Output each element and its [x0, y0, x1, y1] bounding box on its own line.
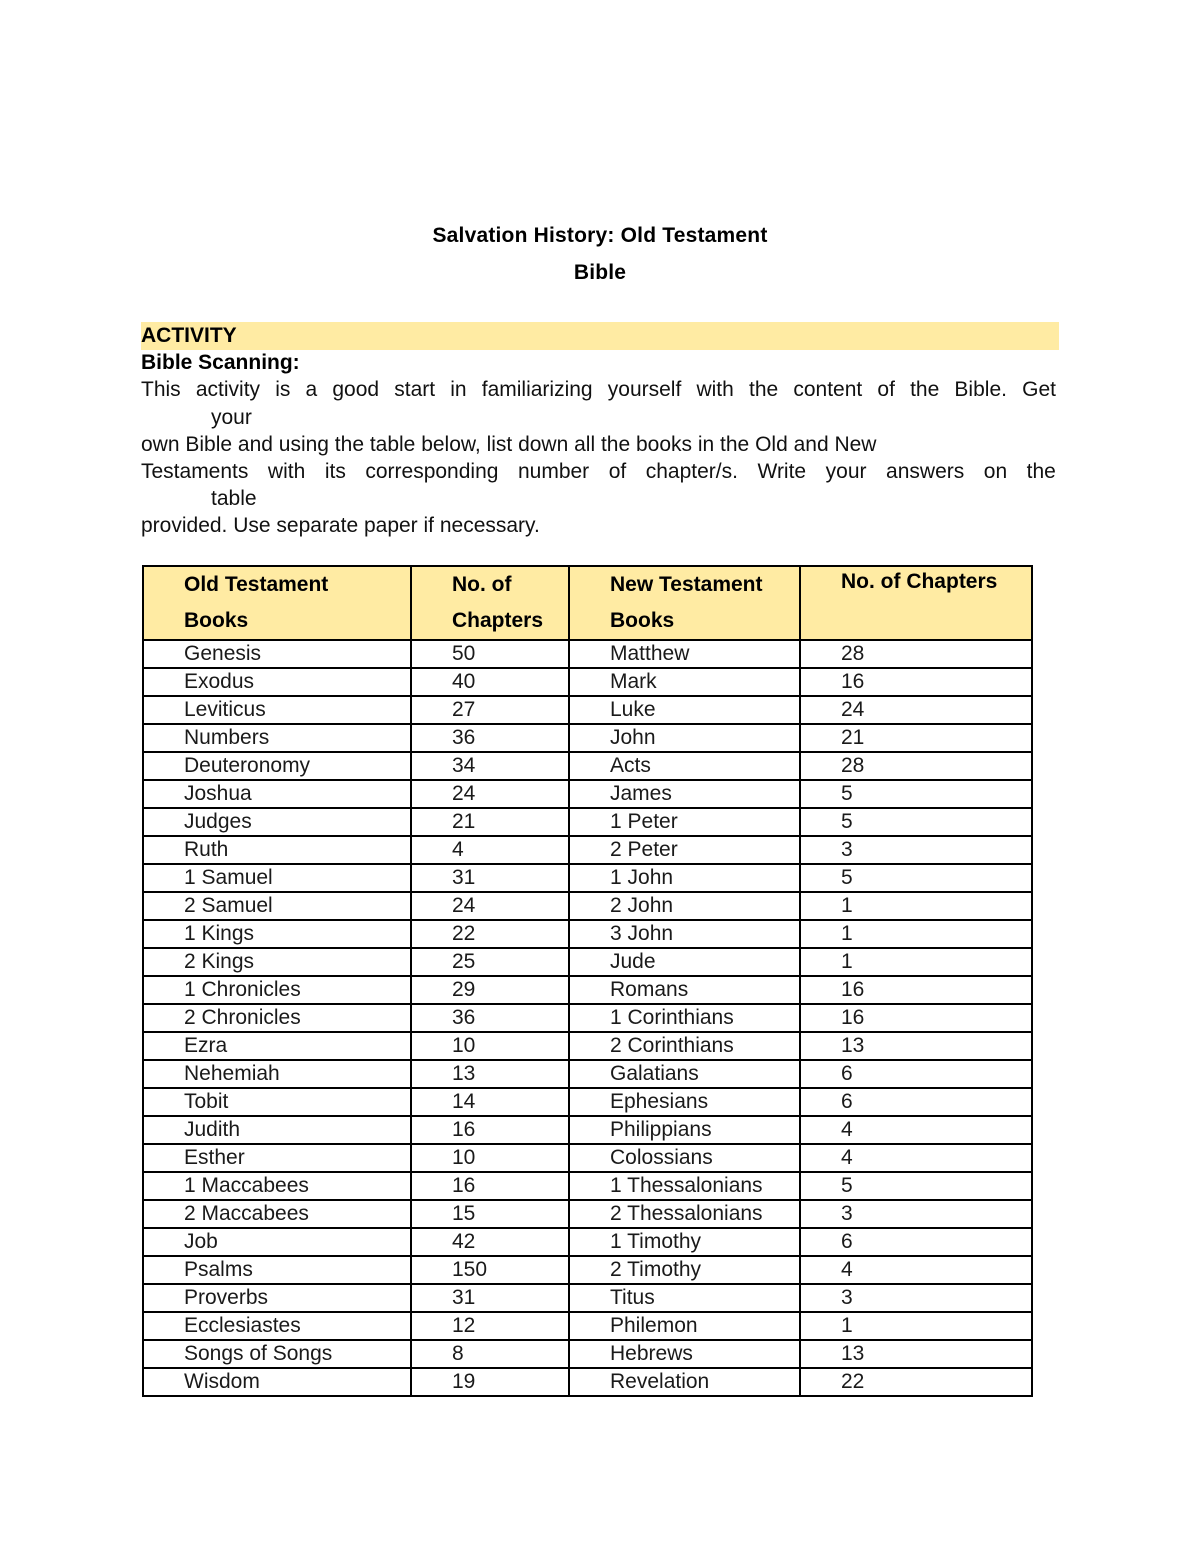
nt-book-cell: Jude	[569, 948, 800, 976]
nt-book-cell: Hebrews	[569, 1340, 800, 1368]
table-row	[143, 976, 1032, 1004]
nt-book-cell: Philemon	[569, 1312, 800, 1340]
activity-highlight-band	[141, 322, 1059, 350]
nt-chapters-cell: 13	[800, 1340, 1032, 1368]
nt-chapters-cell: 16	[800, 668, 1032, 696]
instruction-word: its	[324, 460, 346, 483]
table-row	[143, 808, 1032, 836]
nt-book-cell: James	[569, 780, 800, 808]
books-table	[142, 565, 1033, 1397]
ot-book-cell: Deuteronomy	[143, 752, 411, 780]
nt-book-cell: Philippians	[569, 1116, 800, 1144]
nt-chapters-cell: 1	[800, 892, 1032, 920]
ot-chapters-cell: 42	[411, 1228, 569, 1256]
ot-book-cell: 1 Kings	[143, 920, 411, 948]
table-row	[143, 780, 1032, 808]
instruction-word: number	[517, 460, 590, 483]
instruction-word: corresponding	[365, 460, 499, 483]
table-row	[143, 1088, 1032, 1116]
nt-book-cell: 2 John	[569, 892, 800, 920]
ot-book-cell: 2 Kings	[143, 948, 411, 976]
instruction-word: yourself	[607, 378, 682, 401]
nt-chapters-cell: 3	[800, 1284, 1032, 1312]
ot-book-cell: Ezra	[143, 1032, 411, 1060]
instruction-line-4	[141, 460, 1056, 484]
nt-book-cell: Revelation	[569, 1368, 800, 1396]
nt-chapters-cell: 24	[800, 696, 1032, 724]
instruction-line-1	[141, 378, 1056, 402]
nt-chapters-cell: 6	[800, 1228, 1032, 1256]
instruction-word: Bible.	[954, 378, 1007, 401]
nt-chapters-cell: 28	[800, 640, 1032, 668]
table-row	[143, 1340, 1032, 1368]
ot-book-cell: Judith	[143, 1116, 411, 1144]
instruction-word: the	[1026, 460, 1056, 483]
nt-chapters-cell: 5	[800, 780, 1032, 808]
table-row	[143, 1228, 1032, 1256]
ot-chapters-cell: 24	[411, 780, 569, 808]
instruction-line-3: own Bible and using the table below, list down all the books in the Old and New	[141, 433, 877, 456]
instruction-word: content	[793, 378, 863, 401]
nt-book-cell: 3 John	[569, 920, 800, 948]
instruction-line-6: provided. Use separate paper if necessary.	[141, 514, 540, 537]
instruction-word: answers	[886, 460, 965, 483]
table-row	[143, 836, 1032, 864]
nt-book-cell: Colossians	[569, 1144, 800, 1172]
instruction-word: Testaments	[141, 460, 249, 483]
ot-chapters-cell: 24	[411, 892, 569, 920]
ot-book-cell: Leviticus	[143, 696, 411, 724]
table-row	[143, 696, 1032, 724]
ot-chapters-cell: 19	[411, 1368, 569, 1396]
ot-chapters-cell: 40	[411, 668, 569, 696]
header-ot-chapters: No. of Chapters	[411, 566, 569, 640]
table-row	[143, 724, 1032, 752]
ot-book-cell: Wisdom	[143, 1368, 411, 1396]
nt-book-cell: Matthew	[569, 640, 800, 668]
ot-book-cell: Joshua	[143, 780, 411, 808]
table-row	[143, 1172, 1032, 1200]
nt-chapters-cell: 3	[800, 1200, 1032, 1228]
ot-chapters-cell: 21	[411, 808, 569, 836]
instruction-word: of	[608, 460, 627, 483]
ot-book-cell: 1 Samuel	[143, 864, 411, 892]
ot-chapters-cell: 13	[411, 1060, 569, 1088]
table-row	[143, 1060, 1032, 1088]
nt-book-cell: Ephesians	[569, 1088, 800, 1116]
activity-label: ACTIVITY	[141, 324, 237, 347]
ot-chapters-cell: 10	[411, 1144, 569, 1172]
table-body	[143, 640, 1032, 1396]
instruction-word: the	[910, 378, 940, 401]
ot-chapters-cell: 34	[411, 752, 569, 780]
instruction-word: activity	[195, 378, 261, 401]
nt-chapters-cell: 4	[800, 1256, 1032, 1284]
nt-book-cell: 1 Timothy	[569, 1228, 800, 1256]
ot-book-cell: Songs of Songs	[143, 1340, 411, 1368]
ot-book-cell: Esther	[143, 1144, 411, 1172]
instruction-word: of	[877, 378, 895, 401]
ot-book-cell: Numbers	[143, 724, 411, 752]
ot-book-cell: Psalms	[143, 1256, 411, 1284]
nt-book-cell: 1 John	[569, 864, 800, 892]
nt-book-cell: John	[569, 724, 800, 752]
instruction-word: good	[332, 378, 380, 401]
ot-book-cell: Exodus	[143, 668, 411, 696]
ot-chapters-cell: 31	[411, 864, 569, 892]
nt-book-cell: Mark	[569, 668, 800, 696]
table-row	[143, 1256, 1032, 1284]
nt-chapters-cell: 6	[800, 1088, 1032, 1116]
ot-book-cell: Ruth	[143, 836, 411, 864]
nt-book-cell: 2 Timothy	[569, 1256, 800, 1284]
instruction-word: is	[275, 378, 291, 401]
ot-book-cell: Nehemiah	[143, 1060, 411, 1088]
ot-book-cell: Genesis	[143, 640, 411, 668]
table-row	[143, 892, 1032, 920]
nt-book-cell: Galatians	[569, 1060, 800, 1088]
ot-book-cell: Judges	[143, 808, 411, 836]
header-ot-books: Old Testament Books	[143, 566, 411, 640]
instruction-word: with	[267, 460, 306, 483]
table-row	[143, 1368, 1032, 1396]
ot-book-cell: Proverbs	[143, 1284, 411, 1312]
ot-chapters-cell: 8	[411, 1340, 569, 1368]
ot-book-cell: 2 Chronicles	[143, 1004, 411, 1032]
nt-chapters-cell: 1	[800, 920, 1032, 948]
nt-book-cell: 1 Thessalonians	[569, 1172, 800, 1200]
instruction-word: start	[394, 378, 436, 401]
instruction-word: on	[983, 460, 1008, 483]
nt-chapters-cell: 4	[800, 1144, 1032, 1172]
nt-book-cell: Luke	[569, 696, 800, 724]
bible-scanning-heading: Bible Scanning:	[141, 351, 300, 374]
instruction-word: This	[141, 378, 181, 401]
ot-book-cell: Ecclesiastes	[143, 1312, 411, 1340]
ot-chapters-cell: 22	[411, 920, 569, 948]
table-row	[143, 752, 1032, 780]
table-row	[143, 1116, 1032, 1144]
ot-chapters-cell: 12	[411, 1312, 569, 1340]
ot-book-cell: Tobit	[143, 1088, 411, 1116]
nt-chapters-cell: 13	[800, 1032, 1032, 1060]
nt-book-cell: Romans	[569, 976, 800, 1004]
nt-chapters-cell: 1	[800, 948, 1032, 976]
nt-chapters-cell: 6	[800, 1060, 1032, 1088]
nt-chapters-cell: 28	[800, 752, 1032, 780]
ot-chapters-cell: 4	[411, 836, 569, 864]
nt-book-cell: 2 Peter	[569, 836, 800, 864]
ot-chapters-cell: 27	[411, 696, 569, 724]
ot-chapters-cell: 16	[411, 1116, 569, 1144]
instruction-word: in	[450, 378, 467, 401]
instruction-word: with	[696, 378, 734, 401]
ot-chapters-cell: 29	[411, 976, 569, 1004]
ot-chapters-cell: 14	[411, 1088, 569, 1116]
table-header-row	[143, 566, 1032, 640]
nt-book-cell: Titus	[569, 1284, 800, 1312]
table-row	[143, 1200, 1032, 1228]
nt-chapters-cell: 22	[800, 1368, 1032, 1396]
nt-book-cell: 1 Peter	[569, 808, 800, 836]
instruction-line-5: table	[211, 487, 257, 510]
table-row	[143, 1284, 1032, 1312]
table-row	[143, 640, 1032, 668]
nt-book-cell: Acts	[569, 752, 800, 780]
nt-chapters-cell: 3	[800, 836, 1032, 864]
instruction-word: Write	[757, 460, 807, 483]
header-nt-chapters: No. of Chapters	[800, 566, 1032, 640]
ot-chapters-cell: 15	[411, 1200, 569, 1228]
table-row	[143, 1032, 1032, 1060]
nt-book-cell: 2 Corinthians	[569, 1032, 800, 1060]
instruction-word: a	[305, 378, 318, 401]
ot-book-cell: 1 Chronicles	[143, 976, 411, 1004]
nt-chapters-cell: 4	[800, 1116, 1032, 1144]
table-row	[143, 668, 1032, 696]
table-row	[143, 1312, 1032, 1340]
ot-chapters-cell: 36	[411, 1004, 569, 1032]
ot-chapters-cell: 10	[411, 1032, 569, 1060]
table-row	[143, 948, 1032, 976]
table-row	[143, 864, 1032, 892]
nt-book-cell: 1 Corinthians	[569, 1004, 800, 1032]
instruction-word: chapter/s.	[645, 460, 738, 483]
nt-chapters-cell: 1	[800, 1312, 1032, 1340]
table-row	[143, 1144, 1032, 1172]
nt-book-cell: 2 Thessalonians	[569, 1200, 800, 1228]
ot-book-cell: 2 Samuel	[143, 892, 411, 920]
instruction-word: familiarizing	[481, 378, 593, 401]
table-row	[143, 1004, 1032, 1032]
nt-chapters-cell: 21	[800, 724, 1032, 752]
ot-book-cell: 2 Maccabees	[143, 1200, 411, 1228]
instruction-word: the	[748, 378, 779, 401]
ot-chapters-cell: 36	[411, 724, 569, 752]
instruction-word: your	[825, 460, 867, 483]
ot-chapters-cell: 16	[411, 1172, 569, 1200]
ot-chapters-cell: 25	[411, 948, 569, 976]
page-title: Salvation History: Old Testament	[432, 224, 768, 247]
ot-book-cell: Job	[143, 1228, 411, 1256]
page-subtitle: Bible	[573, 261, 627, 284]
ot-book-cell: 1 Maccabees	[143, 1172, 411, 1200]
ot-chapters-cell: 31	[411, 1284, 569, 1312]
table-row	[143, 920, 1032, 948]
instruction-line-2: your	[211, 406, 252, 429]
instruction-word: Get	[1022, 378, 1056, 401]
header-nt-books: New Testament Books	[569, 566, 800, 640]
nt-chapters-cell: 5	[800, 808, 1032, 836]
nt-chapters-cell: 16	[800, 976, 1032, 1004]
ot-chapters-cell: 150	[411, 1256, 569, 1284]
nt-chapters-cell: 5	[800, 864, 1032, 892]
nt-chapters-cell: 16	[800, 1004, 1032, 1032]
nt-chapters-cell: 5	[800, 1172, 1032, 1200]
ot-chapters-cell: 50	[411, 640, 569, 668]
